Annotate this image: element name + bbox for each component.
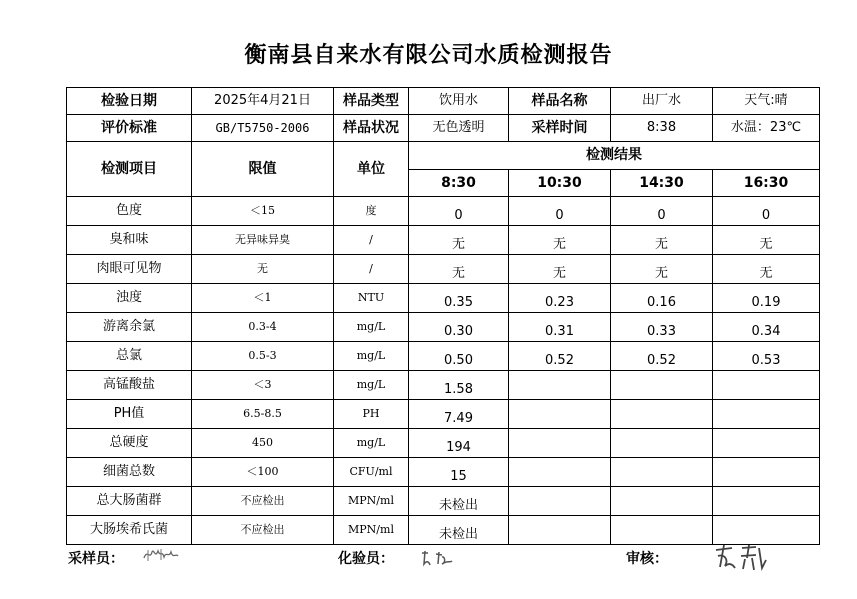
row-limit: 450 [192,429,334,458]
reviewer-label: 审核： [626,551,668,567]
row-result-1: 0 [409,197,509,226]
row-result-3 [611,487,713,516]
row-item: 高锰酸盐 [67,371,192,400]
row-result-1: 未检出 [409,487,509,516]
row-result-3 [611,371,713,400]
table-row [67,284,820,313]
row-result-3: 无 [611,226,713,255]
row-unit: NTU [334,284,409,313]
row-unit: 度 [334,197,409,226]
date-label: 检验日期 [67,88,192,115]
row-result-2 [509,487,611,516]
row-item: 总硬度 [67,429,192,458]
row-item: PH值 [67,400,192,429]
row-unit: MPN/ml [334,487,409,516]
header-time-2: 10:30 [509,169,611,197]
row-unit: / [334,255,409,284]
row-result-4 [713,429,820,458]
row-item: 臭和味 [67,226,192,255]
row-unit: mg/L [334,429,409,458]
table-row [67,255,820,284]
table-row [67,400,820,429]
water-temperature: 水温：23℃ [713,115,820,142]
row-result-3: 无 [611,255,713,284]
row-result-4 [713,400,820,429]
table-row [67,371,820,400]
sampler-label: 采样员： [68,551,124,567]
sampler-signature [142,546,180,564]
row-unit: MPN/ml [334,516,409,545]
row-result-2: 0 [509,197,611,226]
row-result-2 [509,429,611,458]
header-time-1: 8:30 [409,169,509,197]
row-unit: mg/L [334,313,409,342]
row-result-2: 0.23 [509,284,611,313]
header-item: 检测项目 [67,142,192,197]
row-result-1: 无 [409,255,509,284]
row-result-1: 0.35 [409,284,509,313]
row-result-3 [611,458,713,487]
header-limit: 限值 [192,142,334,197]
table-row [67,313,820,342]
info-row-1 [67,88,820,115]
table-row [67,197,820,226]
report-title: 衡南县自来水有限公司水质检测报告 [244,43,613,68]
sample-state-value: 无色透明 [409,115,509,142]
report-table [66,87,820,545]
sample-type-label: 样品类型 [334,88,409,115]
row-limit: 6.5-8.5 [192,400,334,429]
row-result-1: 未检出 [409,516,509,545]
date-value: 2025年4月21日 [192,88,334,115]
row-item: 大肠埃希氏菌 [67,516,192,545]
row-limit: 不应检出 [192,487,334,516]
table-row [67,458,820,487]
row-item: 肉眼可见物 [67,255,192,284]
row-result-3: 0 [611,197,713,226]
row-result-1: 0.50 [409,342,509,371]
row-result-4 [713,487,820,516]
row-limit: 无异味异臭 [192,226,334,255]
row-result-1: 15 [409,458,509,487]
row-item: 色度 [67,197,192,226]
row-result-2 [509,516,611,545]
signature-row [0,544,857,574]
sample-type-value: 饮用水 [409,88,509,115]
row-item: 细菌总数 [67,458,192,487]
standard-value: GB/T5750-2006 [192,115,334,142]
row-item: 游离余氯 [67,313,192,342]
row-item: 总大肠菌群 [67,487,192,516]
row-result-1: 7.49 [409,400,509,429]
row-unit: mg/L [334,371,409,400]
row-result-1: 194 [409,429,509,458]
row-result-4: 0.34 [713,313,820,342]
info-row-2 [67,115,820,142]
row-result-2: 0.52 [509,342,611,371]
row-result-4: 无 [713,255,820,284]
row-result-1: 0.30 [409,313,509,342]
row-result-1: 1.58 [409,371,509,400]
row-unit: PH [334,400,409,429]
row-result-2 [509,400,611,429]
row-result-1: 无 [409,226,509,255]
row-result-4 [713,516,820,545]
header-results: 检测结果 [409,142,820,170]
row-result-3: 0.16 [611,284,713,313]
row-unit: mg/L [334,342,409,371]
weather: 天气:晴 [713,88,820,115]
row-limit: ＜15 [192,197,334,226]
row-limit: ＜1 [192,284,334,313]
row-result-2: 无 [509,255,611,284]
row-result-4: 0.53 [713,342,820,371]
row-result-4: 无 [713,226,820,255]
table-row [67,342,820,371]
table-row [67,226,820,255]
row-result-3 [611,429,713,458]
row-result-4: 0 [713,197,820,226]
row-item: 浊度 [67,284,192,313]
table-row [67,487,820,516]
row-result-2: 无 [509,226,611,255]
standard-label: 评价标准 [67,115,192,142]
header-unit: 单位 [334,142,409,197]
row-limit: 0.3-4 [192,313,334,342]
sample-name-label: 样品名称 [509,88,611,115]
header-row-1 [67,142,820,170]
row-unit: / [334,226,409,255]
sample-name-value: 出厂水 [611,88,713,115]
row-result-4 [713,371,820,400]
row-result-2 [509,458,611,487]
row-limit: 0.5-3 [192,342,334,371]
row-result-4: 0.19 [713,284,820,313]
row-limit: ＜3 [192,371,334,400]
row-result-2 [509,371,611,400]
table-row [67,516,820,545]
reviewer-signature [712,542,768,572]
row-limit: 不应检出 [192,516,334,545]
sample-state-label: 样品状况 [334,115,409,142]
sampling-time-value: 8:38 [611,115,713,142]
row-item: 总氯 [67,342,192,371]
row-limit: 无 [192,255,334,284]
row-result-3 [611,516,713,545]
tester-label: 化验员： [338,551,394,567]
row-result-4 [713,458,820,487]
header-time-3: 14:30 [611,169,713,197]
row-limit: ＜100 [192,458,334,487]
row-result-3: 0.33 [611,313,713,342]
header-time-4: 16:30 [713,169,820,197]
row-result-3 [611,400,713,429]
sampling-time-label: 采样时间 [509,115,611,142]
row-result-3: 0.52 [611,342,713,371]
row-unit: CFU/ml [334,458,409,487]
row-result-2: 0.31 [509,313,611,342]
tester-signature [418,548,458,568]
table-row [67,429,820,458]
